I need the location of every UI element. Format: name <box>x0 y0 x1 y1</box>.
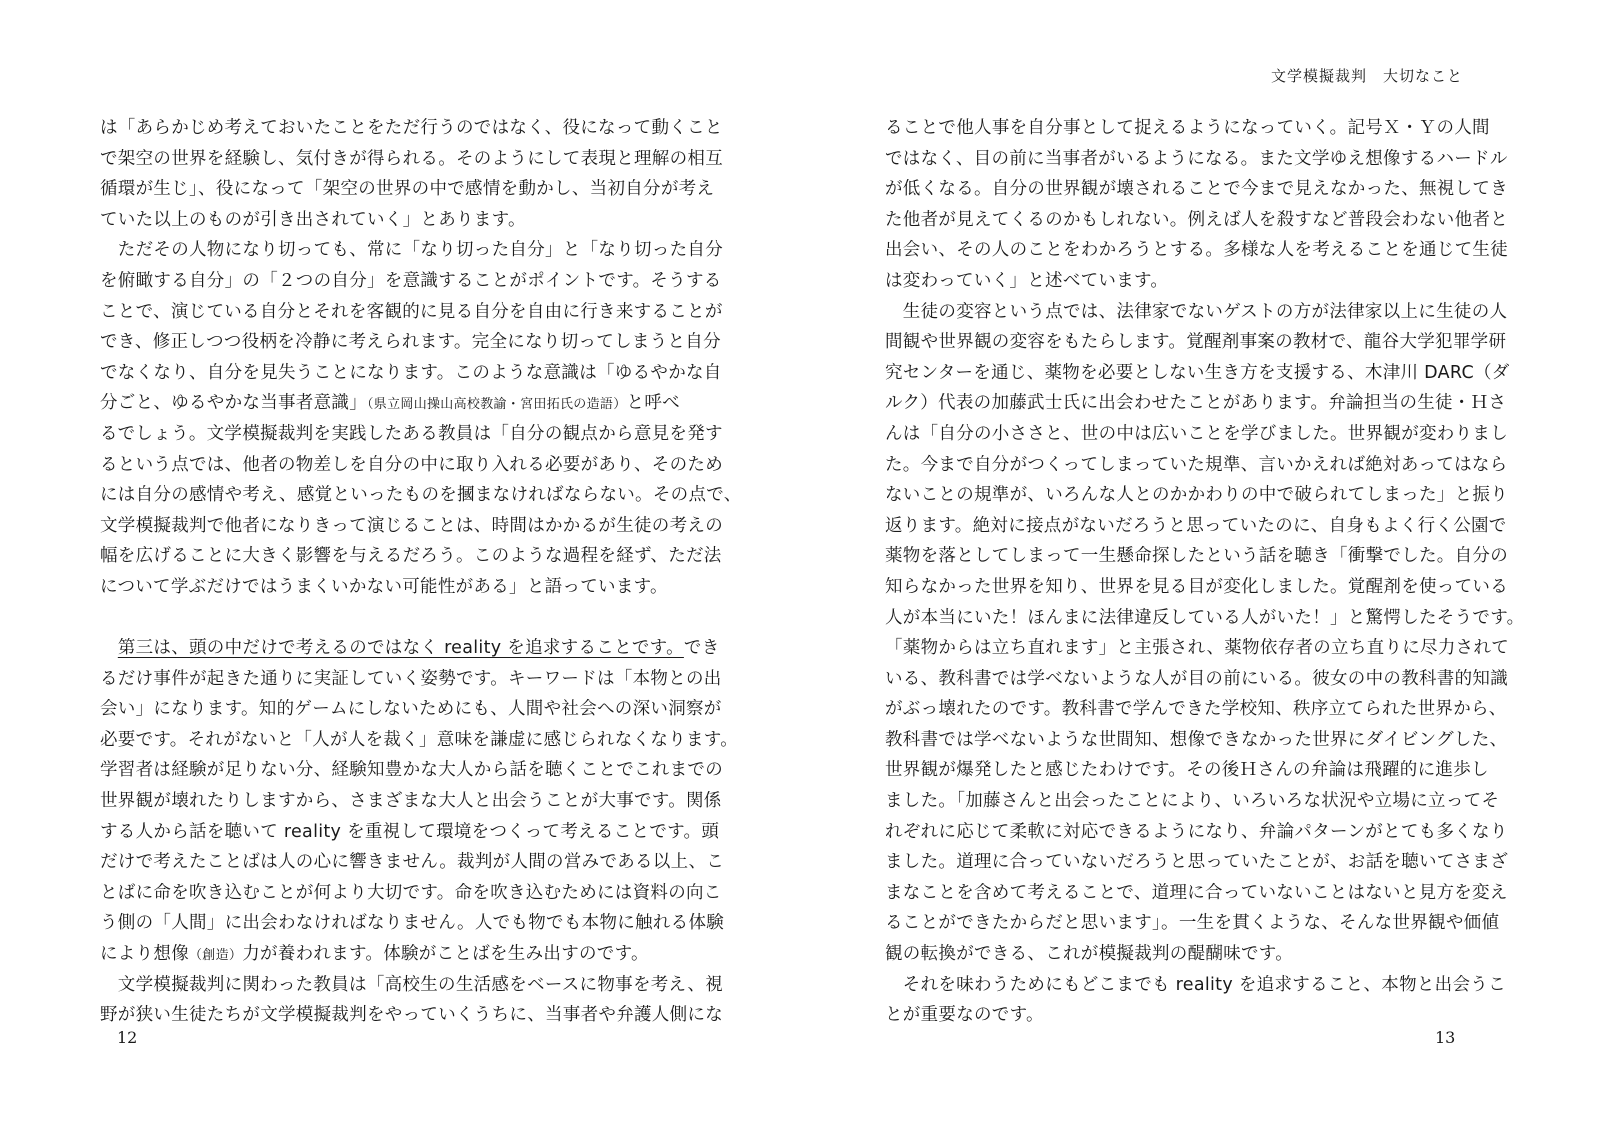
text-run: と呼べ <box>626 393 680 414</box>
text-line: 出会い、その人のことをわかろうとする。多様な人を考えることを通じて生徒 <box>885 240 1508 261</box>
underlined-phrase: 第三は、頭の中だけで考えるのではなく reality を追求することです。 <box>117 638 684 659</box>
text-line: だけで考えたことばは人の心に響きません。裁判が人間の営みである以上、こ <box>100 852 725 873</box>
text-line: でなくなり、自分を見失うことになります。このような意識は「ゆるやかな自 <box>100 362 722 383</box>
text-line: ただその人物になり切っても、常に「なり切った自分」と「なり切った自分 <box>100 240 723 261</box>
text-line: を俯瞰する自分」の「２つの自分」を意識することがポイントです。そうする <box>100 270 722 291</box>
body-text <box>885 113 1525 1031</box>
text-line: 文学模擬裁判で他者になりきって演じることは、時間はかかるが生徒の考えの <box>100 515 723 536</box>
text-line: いる、教科書では学べないような人が目の前にいる。彼女の中の教科書的知識 <box>885 668 1508 689</box>
text-line: 返ります。絶対に接点がないだろうと思っていたのに、自身もよく行く公園で <box>885 515 1507 536</box>
text-line: について学ぶだけではうまくいかない可能性がある」と語っています。 <box>100 576 668 597</box>
inline-note: （県立岡山操山高校教諭・宮田拓氏の造語） <box>367 397 627 413</box>
text-line <box>100 939 710 970</box>
text-line: 世界観が壊れたりしますから、さまざまな大人と出会うことが大事です。関係 <box>100 791 722 812</box>
text-line: でき、修正しつつ役柄を冷静に考えられます。完全になり切ってしまうと自分 <box>100 332 721 353</box>
text-line: るだけ事件が起きた通りに実証していく姿勢です。キーワードは「本物との出 <box>100 668 722 689</box>
text-line: で架空の世界を経験し、気付きが得られる。そのようにして表現と理解の相互 <box>100 148 723 169</box>
text-line <box>100 633 720 664</box>
text-line: 世界観が爆発したと感じたわけです。その後Ｈさんの弁論は飛躍的に進歩し <box>885 760 1489 781</box>
text-line: がぶっ壊れたのです。教科書で学んできた学校知、秩序立てられた世界から、 <box>885 699 1507 720</box>
text-line: は「あらかじめ考えておいたことをただ行うのではなく、役になって動くこと <box>100 118 723 138</box>
text-line: には自分の感情や考え、感覚といったものを摑まなければならない。その点で、 <box>100 485 742 506</box>
text-line: 文学模擬裁判に関わった教員は「高校生の生活感をベースに物事を考え、視 <box>100 974 723 995</box>
text-line: ないことの規準が、いろんな人とのかかわりの中で破られてしまった」と振り <box>885 485 1508 506</box>
text-line: るでしょう。文学模擬裁判を実践したある教員は「自分の観点から意見を発す <box>100 423 723 444</box>
text-line: 生徒の変容という点では、法律家でないゲストの方が法律家以上に生徒の人 <box>885 301 1508 322</box>
body-text <box>100 113 742 1031</box>
text-line: は変わっていく」と述べています。 <box>885 270 1169 291</box>
text-line: 野が狭い生徒たちが文学模擬裁判をやっていくうちに、当事者や弁護人側にな <box>100 1005 723 1026</box>
text-line: まなことを含めて考えることで、道理に合っていないことはないと見方を変え <box>885 882 1508 903</box>
text-line: 人が本当にいた！ほんまに法律違反している人がいた！」と驚愕したそうです。 <box>885 607 1525 628</box>
text-line: とばに命を吹き込むことが何より大切です。命を吹き込むためには資料の向こ <box>100 882 722 903</box>
text-line: 幅を広げることに大きく影響を与えるだろう。このような過程を経ず、ただ法 <box>100 546 722 567</box>
text-line: た。今まで自分がつくってしまっていた規準、言いかえれば絶対あってはなら <box>885 454 1508 475</box>
text-line: ことで、演じている自分とそれを客観的に見る自分を自由に行き来することが <box>100 301 723 322</box>
text-line: た他者が見えてくるのかもしれない。例えば人を殺すなど普段会わない他者と <box>885 209 1508 230</box>
text-line: 究センターを通じ、薬物を必要としない生き方を支援する、木津川 DARC（ダ <box>885 362 1510 383</box>
text-line: ることで他人事を自分事として捉えるようになっていく。記号Ｘ・Ｙの人間 <box>885 118 1490 138</box>
text-line: ることができたからだと思います」。一生を貫くような、そんな世界観や価値 <box>885 913 1500 934</box>
text-run <box>100 638 118 658</box>
text-line: とが重要なのです。 <box>885 1005 1044 1026</box>
text-line: んは「自分の小ささと、世の中は広いことを学びました。世界観が変わりまし <box>885 423 1508 444</box>
text-line: ルク）代表の加藤武士氏に出会わせたことがあります。弁論担当の生徒・Ｈさ <box>885 393 1507 414</box>
text-line: 教科書では学べないような世間知、想像できなかった世界にダイビングした、 <box>885 729 1508 750</box>
text-line: ではなく、目の前に当事者がいるようになる。また文学ゆえ想像するハードル <box>885 148 1508 169</box>
running-header: 文学模擬裁判 大切なこと <box>1270 67 1463 85</box>
text-line: う側の「人間」に出会わなければなりません。人でも物でも本物に触れる体験 <box>100 913 725 934</box>
text-line: ました。道理に合っていないだろうと思っていたことが、お話を聴いてさまざ <box>885 852 1508 873</box>
text-line: 会い」になります。知的ゲームにしないためにも、人間や社会への深い洞察が <box>100 699 722 720</box>
text-line: が低くなる。自分の世界観が壊されることで今まで見えなかった、無視してき <box>885 179 1508 200</box>
text-line: する人から話を聴いて reality を重視して環境をつくって考えることです。頭 <box>100 821 720 842</box>
text-run: により想像 <box>100 944 189 965</box>
inline-note: （創造） <box>189 948 243 964</box>
text-line: 間観や世界観の変容をもたらします。覚醒剤事案の教材で、龍谷大学犯罪学研 <box>885 332 1507 353</box>
text-line: ました。「加藤さんと出会ったことにより、いろいろな状況や立場に立ってそ <box>885 791 1500 812</box>
text-line: それを味わうためにもどこまでも reality を追求すること、本物と出会うこ <box>885 974 1506 995</box>
text-line: 観の転換ができる、これが模擬裁判の醍醐味です。 <box>885 944 1293 965</box>
text-line: 知らなかった世界を知り、世界を見る目が変化しました。覚醒剤を使っている <box>885 576 1508 597</box>
text-run: でき <box>683 638 720 659</box>
right-page <box>800 0 1600 1135</box>
text-line: ていた以上のものが引き出されていく」とあります。 <box>100 209 526 230</box>
page-number: 13 <box>1435 1028 1456 1047</box>
text-line: 必要です。それがないと「人が人を裁く」意味を謙虚に感じられなくなります。 <box>100 729 738 750</box>
text-line <box>100 388 710 419</box>
paragraph-gap <box>100 603 710 634</box>
page-number: 12 <box>117 1028 138 1047</box>
text-run: 力が養われます。体験がことばを生み出すのです。 <box>242 944 649 965</box>
text-line: れぞれに応じて柔軟に対応できるようになり、弁論パターンがとても多くなり <box>885 821 1508 842</box>
text-line: 学習者は経験が足りない分、経験知豊かな大人から話を聴くことでこれまでの <box>100 760 723 781</box>
text-line: 循環が生じ」、役になって「架空の世界の中で感情を動かし、当初自分が考え <box>100 179 715 200</box>
text-line: 「薬物からは立ち直れます」と主張され、薬物依存者の立ち直りに尽力されて <box>885 638 1510 659</box>
text-line: るという点では、他者の物差しを自分の中に取り入れる必要があり、そのため <box>100 454 723 475</box>
text-run: 分ごと、ゆるやかな当事者意識」 <box>100 393 367 414</box>
text-line: 薬物を落としてしまって一生懸命探したという話を聴き「衝撃でした。自分の <box>885 546 1508 567</box>
